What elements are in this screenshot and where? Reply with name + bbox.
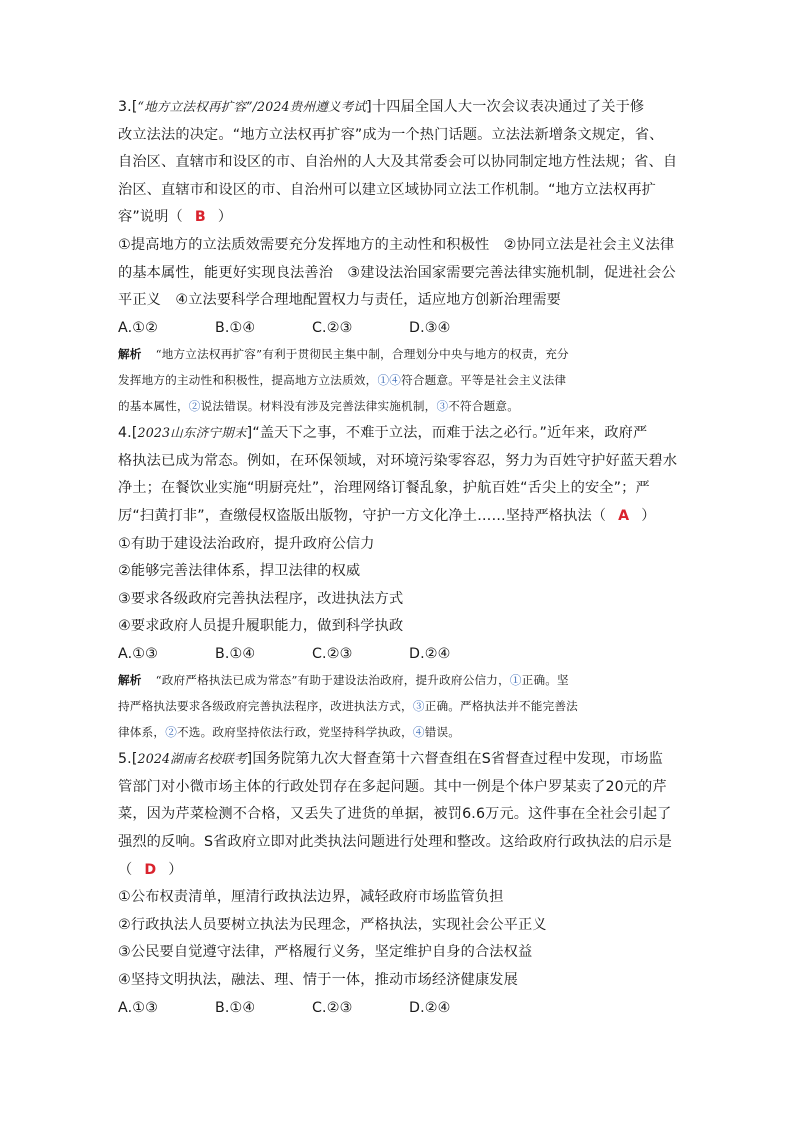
question-3-explanation-line-1: 解析 “地方立法权再扩容”有利于贯彻民主集中制，合理划分中央与地方的权责，充分 [118, 347, 569, 362]
question-3-stem-line-2: 改立法法的决定。“地方立法权再扩容”成为一个热门话题。立法法新增条文规定，省、 [118, 126, 664, 143]
question-3-explanation-line-3: 的基本属性，②说法错误。材料没有涉及完善法律实施机制，③不符合题意。 [118, 398, 520, 413]
option-a: A.①③ [118, 999, 159, 1016]
option-c: C.②③ [312, 999, 353, 1016]
question-4-stem-line-4: 厉“扫黄打非”，查缴侵权盗版出版物，守护一方文化净土……坚持严格执法（ A ） [118, 507, 656, 524]
question-5-stem-line-3: 菜，因为芹菜检测不合格，又丢失了进货的单据，被罚6.6万元。这件事在全社会引起了 [118, 806, 672, 823]
option-a: A.①③ [118, 645, 159, 662]
question-5-stem-line-2: 管部门对小微市场主体的行政处罚存在多起问题。其中一例是个体户罗某卖了20元的芹 [118, 778, 667, 795]
question-5-stem-line-4: 强烈的反响。S省政府立即对此类执法问题进行处理和整改。这给政府行政执法的启示是 [118, 834, 672, 851]
question-4-stem-line-3: 净土；在餐饮业实施“明厨亮灶”，治理网络订餐乱象，护航百姓“舌尖上的安全”；严 [118, 480, 650, 497]
option-d: D.②④ [409, 999, 451, 1016]
question-3-explanation-line-2: 发挥地方的主动性和积极性，提高地方立法质效，①④符合题意。平等是社会主义法律 [118, 372, 567, 387]
option-c: C.②③ [312, 645, 353, 662]
question-4-explanation-line-3: 律体系，②不选。政府坚持依法行政，党坚持科学执政，④错误。 [118, 724, 461, 739]
question-4-options [118, 641, 678, 669]
question-4-statement-1: ①有助于建设法治政府，提升政府公信力 [118, 535, 375, 552]
question-4-source: 2023山东济宁期末 [137, 425, 247, 441]
question-5-stem-line-5: （ D ） [118, 861, 183, 878]
question-4 [118, 419, 678, 745]
question-3-answer: B [194, 209, 206, 226]
question-3-statement-line-2: 的基本属性，能更好实现良法善治 ③建设法治国家需要完善法律实施机制，促进社会公 [118, 264, 676, 281]
option-a: A.①② [118, 319, 159, 336]
question-3-options [118, 315, 678, 343]
question-5 [118, 745, 678, 1022]
question-3-statement-line-1: ①提高地方的立法质效需要充分发挥地方的主动性和积极性 ②协同立法是社会主义法律 [118, 236, 675, 253]
question-5-statement-1: ①公布权责清单，厘清行政执法边界，减轻政府市场监管负担 [118, 889, 504, 906]
question-4-stem-line-1: 4.[2023山东济宁期末]“盖天下之事，不难于立法，而难于法之必行。”近年来，政府严 [118, 425, 648, 442]
option-b: B.①④ [215, 645, 256, 662]
question-3-stem-line-4: 治区、直辖市和设区的市、自治州可以建立区域协同立法工作机制。“地方立法权再扩 [118, 181, 656, 198]
question-5-source: 2024湖南名校联考 [137, 751, 247, 767]
question-3-stem-line-3: 自治区、直辖市和设区的市、自治州的人大及其常委会可以协同制定地方性法规；省、自 [118, 154, 678, 171]
option-b: B.①④ [215, 319, 256, 336]
question-4-statement-3: ③要求各级政府完善执法程序，改进执法方式 [118, 590, 404, 607]
option-b: B.①④ [215, 999, 256, 1016]
question-5-answer: D [144, 861, 157, 878]
question-3-stem-line-1: 3.[“地方立法权再扩容”/2024贵州遵义考试]十四届全国人大一次会议表决通过了关于修 [118, 99, 645, 115]
question-5-statement-3: ③公民要自觉遵守法律，严格履行义务，坚定维护自身的合法权益 [118, 944, 533, 961]
question-4-explanation-line-2: 持严格执法要求各级政府完善执法程序，改进执法方式，③正确。严格执法并不能完善法 [118, 699, 578, 714]
question-5-options [118, 995, 678, 1023]
question-3-stem-line-5: 容”说明（ B ） [118, 209, 233, 226]
option-d: D.②④ [409, 645, 451, 662]
question-5-stem-line-1: 5.[2024湖南名校联考]国务院第九次大督查第十六督查组在S省督查过程中发现，市场监 [118, 751, 663, 768]
question-3-source: “地方立法权再扩容”/2024贵州遵义考试 [137, 99, 367, 114]
question-5-statement-4: ④坚持文明执法，融法、理、情于一体，推动市场经济健康发展 [118, 972, 518, 988]
question-3-statement-line-3: 平正义 ④立法要科学合理地配置权力与责任，适应地方创新治理需要 [118, 292, 561, 309]
question-4-statement-2: ②能够完善法律体系，捍卫法律的权威 [118, 563, 361, 580]
option-c: C.②③ [312, 319, 353, 336]
question-4-statement-4: ④要求政府人员提升履职能力，做到科学执政 [118, 618, 404, 635]
explanation-label: 解析 [118, 673, 142, 688]
question-4-stem-line-2: 格执法已成为常态。例如，在环保领域，对环境污染零容忍，努力为百姓守护好蓝天碧水 [118, 452, 678, 469]
question-3 [118, 93, 678, 419]
document-page [118, 93, 678, 1022]
option-d: D.③④ [409, 319, 451, 336]
question-5-statement-2: ②行政执法人员要树立执法为民理念，严格执法，实现社会公平正义 [118, 916, 547, 933]
question-4-answer: A [618, 507, 630, 524]
question-4-explanation-line-1: 解析 “政府严格执法已成为常态”有助于建设法治政府，提升政府公信力，①正确。坚 [118, 673, 569, 688]
explanation-label: 解析 [118, 347, 142, 362]
